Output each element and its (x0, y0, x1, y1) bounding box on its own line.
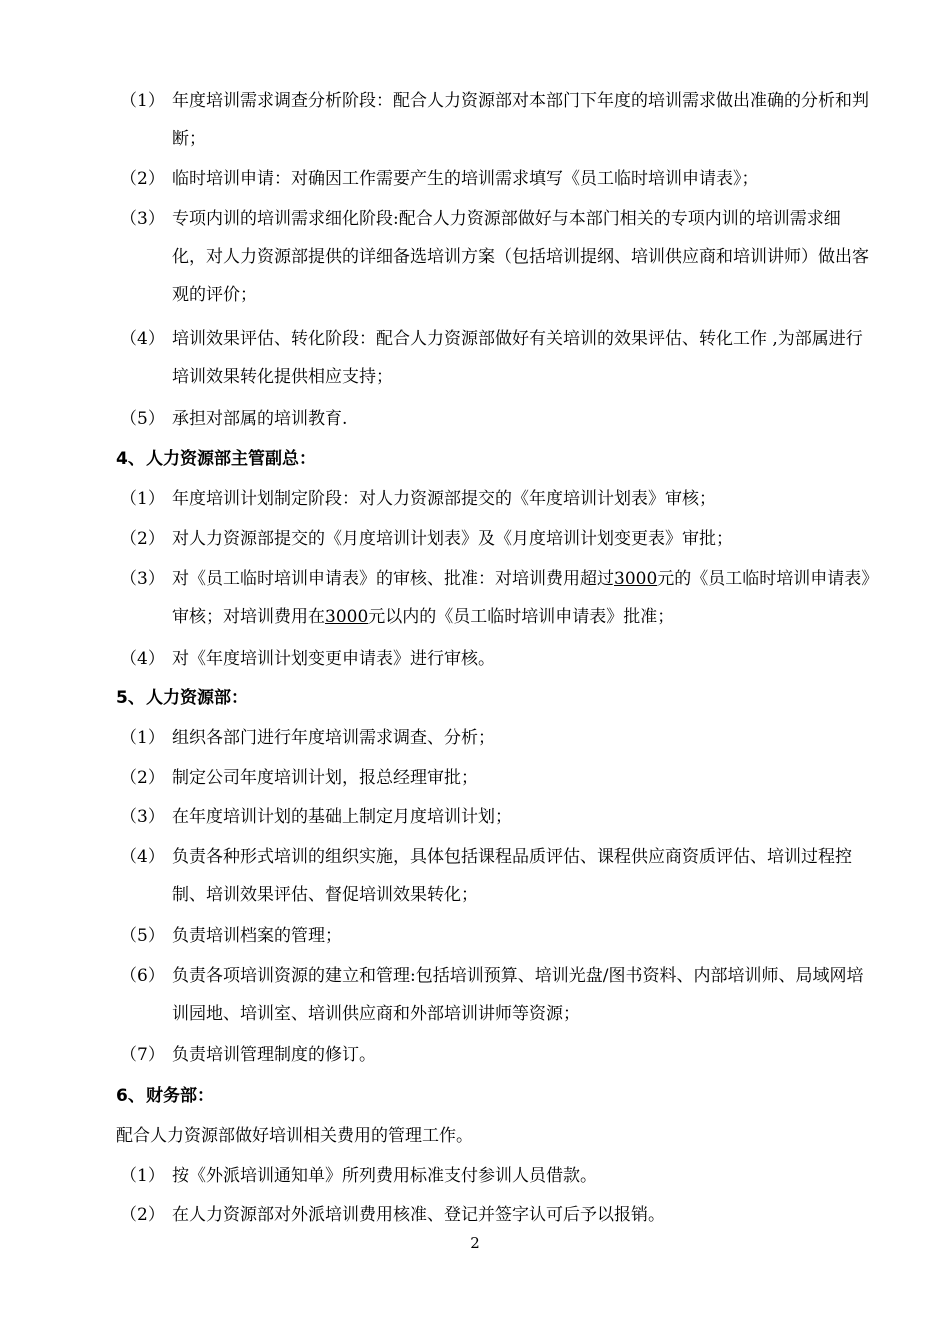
item-text: 年度培训需求调查分析阶段：配合人力资源部对本部门下年度的培训需求做出准确的分析和判断； (172, 91, 869, 149)
item-number: （1） (120, 728, 165, 748)
item-text: 专项内训的培训需求细化阶段:配合人力资源部做好与本部门相关的专项内训的培训需求细化，对人力资源部提供的详细备选培训方案（包括培训提纲、培训供应商和培训讲师）做出客观的评价； (172, 209, 869, 305)
item-number: （2） (120, 768, 165, 788)
item-text: 负责各项培训资源的建立和管理:包括培训预算、培训光盘/图书资料、内部培训师、局域网培训园地、培训室、培训供应商和外部培训讲师等资源； (172, 966, 864, 1024)
section-number: 4、 (116, 449, 145, 469)
item-number: （5） (120, 926, 165, 946)
list-item (116, 838, 876, 914)
section-title: 人力资源部： (146, 688, 248, 708)
list-item (116, 719, 876, 757)
list-item (116, 82, 876, 158)
item-text: 制定公司年度培训计划，报总经理审批； (172, 768, 478, 788)
section-number: 6、 (116, 1086, 145, 1106)
item-text-part: 元的《员工临时培训申请表》审核；对培训费用在 (172, 569, 870, 627)
item-text: 按《外派培训通知单》所列费用标准支付参训人员借款。 (172, 1166, 597, 1186)
list-item (116, 320, 876, 396)
section-title: 财务部： (146, 1086, 214, 1106)
item-number: （2） (120, 1205, 165, 1225)
list-item (116, 480, 876, 518)
list-item (116, 520, 876, 558)
list-item (116, 798, 876, 836)
item-text: 对人力资源部提交的《月度培训计划表》及《月度培训计划变更表》审批； (172, 529, 733, 549)
item-number: （6） (120, 966, 165, 986)
item-number: （2） (120, 529, 165, 549)
item-text-part: 元以内的《员工临时培训申请表》批准； (368, 607, 675, 627)
list-item (116, 1196, 876, 1234)
list-item (116, 640, 876, 678)
list-item (116, 1036, 876, 1074)
section-title: 人力资源部主管副总： (146, 449, 316, 469)
list-item (116, 957, 876, 1033)
list-item (116, 400, 876, 438)
item-text: 组织各部门进行年度培训需求调查、分析； (172, 728, 495, 748)
item-text: 临时培训申请：对确因工作需要产生的培训需求填写《员工临时培训申请表》； (172, 169, 759, 189)
fee-amount: 3000 (325, 607, 369, 627)
item-text: 在年度培训计划的基础上制定月度培训计划； (172, 807, 512, 827)
item-number: （1） (120, 91, 165, 111)
section-heading (116, 440, 876, 478)
list-item (116, 160, 876, 198)
item-text (172, 560, 872, 636)
item-text: 对《年度培训计划变更申请表》进行审核。 (172, 649, 495, 669)
item-number: （3） (120, 209, 165, 229)
section-heading (116, 1077, 876, 1115)
item-number: （1） (120, 489, 165, 509)
item-number: （4） (120, 329, 165, 349)
item-number: （3） (120, 569, 165, 589)
item-text: 培训效果评估、转化阶段：配合人力资源部做好有关培训的效果评估、转化工作 ,为部属进行培训效果转化提供相应支持； (172, 329, 863, 387)
item-text: 在人力资源部对外派培训费用核准、登记并签字认可后予以报销。 (172, 1205, 665, 1225)
item-number: （4） (120, 847, 165, 867)
item-text: 年度培训计划制定阶段：对人力资源部提交的《年度培训计划表》审核； (172, 489, 716, 509)
list-item (116, 759, 876, 797)
item-number: （3） (120, 807, 165, 827)
section-number: 5、 (116, 688, 145, 708)
list-item (116, 200, 876, 314)
list-item (116, 1157, 876, 1195)
fee-amount: 3000 (614, 569, 658, 589)
item-number: （1） (120, 1166, 165, 1186)
page-number: 2 (470, 1234, 480, 1252)
item-number: （4） (120, 649, 165, 669)
list-item (116, 917, 876, 955)
item-text: 承担对部属的培训教育. (172, 409, 348, 429)
item-text: 负责各种形式培训的组织实施，具体包括课程品质评估、课程供应商资质评估、培训过程控制、培训效果评估、督促培训效果转化； (172, 847, 852, 905)
section-intro: 配合人力资源部做好培训相关费用的管理工作。 (116, 1126, 473, 1146)
item-text-part: 对《员工临时培训申请表》的审核、批准：对培训费用超过 (172, 569, 614, 589)
section-heading (116, 679, 876, 717)
item-text: 负责培训管理制度的修订。 (172, 1045, 376, 1065)
item-text: 负责培训档案的管理； (172, 926, 342, 946)
item-number: （2） (120, 169, 165, 189)
item-number: （7） (120, 1045, 165, 1065)
list-item (116, 560, 876, 636)
item-number: （5） (120, 409, 165, 429)
